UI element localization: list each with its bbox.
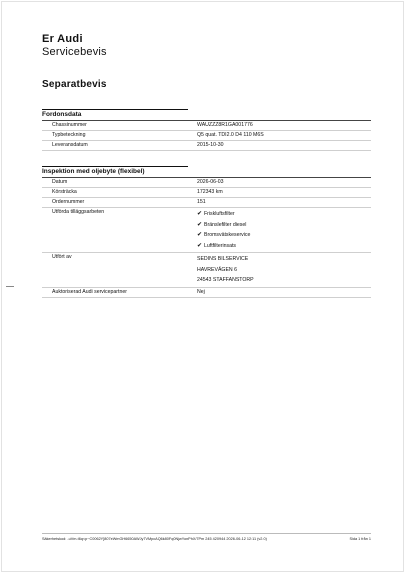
header xyxy=(42,33,107,59)
table-row xyxy=(42,188,371,198)
row-value: Nej xyxy=(197,288,205,295)
brand-name: Er Audi xyxy=(42,33,83,45)
vehicle-section xyxy=(42,110,371,151)
brand-subtitle: Servicebevis xyxy=(42,46,107,58)
inspection-section-heading xyxy=(42,167,371,177)
table-row xyxy=(42,141,371,151)
row-label: Utfört av xyxy=(52,254,72,260)
row-value: Q5 quat. TDI2.0 D4 110 M6S xyxy=(197,132,264,138)
row-label: Auktoriserad Audi servicepartner xyxy=(52,288,127,295)
row-label: Typbeteckning xyxy=(52,132,86,138)
row-label: Körsträcka xyxy=(52,189,77,195)
list-item xyxy=(197,220,371,231)
row-value: 2026-06-03 xyxy=(197,179,224,185)
document-title: Separatbevis xyxy=(42,79,107,90)
footer xyxy=(42,537,371,541)
section-rule xyxy=(42,120,371,121)
list-item-text: Bränslefilter diesel xyxy=(204,221,247,228)
list-item-text: Luftfilterinsats xyxy=(204,242,237,249)
checkmark-icon: ✔ xyxy=(197,211,203,217)
address-line: HAVREVÄGEN 6 xyxy=(197,266,237,273)
list-item-text: Bromsvätskeservice xyxy=(204,232,251,238)
security-code: Säkerhetskod: -uVm-t6q<p~C0062Y]807eWmGH6650AWJy7VMpcAQ6k80Fq0NjwYonPhX/7Pm 245 420944 2026-06-12 12:11 (v2.0) xyxy=(42,537,267,541)
performed-by-address xyxy=(197,253,371,287)
row-label: Utförda tilläggsarbeten xyxy=(52,209,105,215)
row-value: 151 xyxy=(197,199,206,205)
section-rule xyxy=(42,177,371,178)
row-value: WAUZZZ8R1GA001776 xyxy=(197,122,253,128)
table-row xyxy=(42,178,371,188)
row-label: Leveransdatum xyxy=(52,142,88,148)
vehicle-section-heading xyxy=(42,110,371,120)
inspection-heading-text: Inspektion med oljebyte (flexibel) xyxy=(42,168,145,175)
footer-rule xyxy=(42,533,371,534)
vehicle-heading-text: Fordonsdata xyxy=(42,111,82,118)
table-row xyxy=(42,198,371,208)
table-row-extra-work xyxy=(42,208,371,253)
row-label: Chassinummer xyxy=(52,122,87,128)
inspection-section xyxy=(42,167,371,298)
checkmark-icon: ✔ xyxy=(197,232,203,238)
table-row xyxy=(42,288,371,298)
list-item xyxy=(197,230,371,241)
row-label: Ordernummer xyxy=(52,199,85,205)
extra-work-list xyxy=(197,208,371,252)
list-item xyxy=(197,209,371,220)
checkmark-icon: ✔ xyxy=(197,242,203,249)
address-line: SEDINS BILSERVICE xyxy=(197,256,249,262)
address-line: 24543 STAFFANSTORP xyxy=(197,277,254,283)
row-label: Datum xyxy=(52,179,68,185)
margin-mark xyxy=(6,286,14,287)
table-row xyxy=(42,121,371,131)
list-item xyxy=(197,241,371,252)
row-value: 172343 km xyxy=(197,189,223,195)
table-row xyxy=(42,131,371,141)
row-value: 2015-10-30 xyxy=(197,142,224,148)
checkmark-icon: ✔ xyxy=(197,221,203,228)
list-item-text: Friskluftsfilter xyxy=(204,211,235,217)
table-row-performed-by xyxy=(42,253,371,288)
page-number: Sida 1 från 1 xyxy=(349,537,371,541)
